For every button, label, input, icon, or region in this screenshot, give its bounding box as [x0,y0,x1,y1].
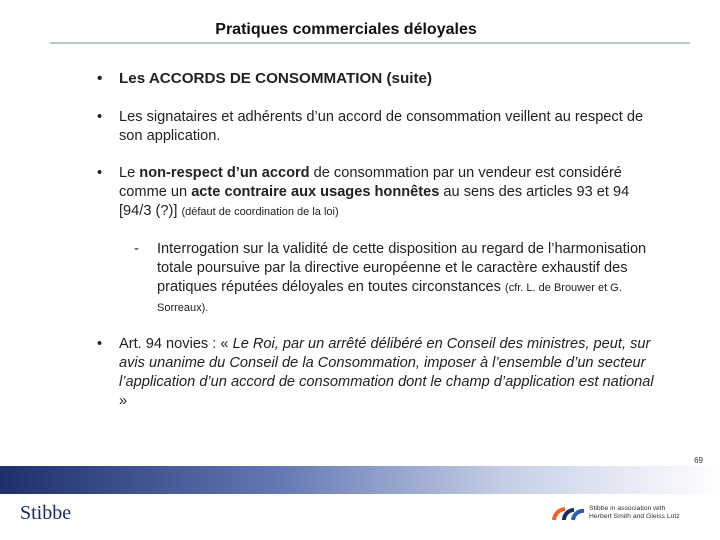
bullet-emphasis: acte contraire aux usages honnêtes [191,184,440,200]
bullet-marker: • [97,109,103,125]
bullet-emphasis: non-respect d’un accord [139,165,310,181]
bullet-non-respect [97,164,657,222]
sub-bullet-marker: - [134,241,139,257]
bullet-quote: Le Roi, par un arrêté délibéré en Conseil des ministres, peut, sur avis unanime du Conseil de la Consommation, imposer à l’ensemble d’un secteur l’application d’un accord de consommation dont le champ d’application est national [119,336,654,390]
bullet-text-part: au sens des articles 93 et 94 [94/3 (?)] [119,184,630,219]
bullet-text: Les signataires et adhérents d’un accord de consommation veillent au respect de son application. [119,109,644,144]
bullet-text-part: Art. 94 novies : « [119,336,233,352]
brand-logo-text: Stibbe [20,502,72,524]
partner-arcs-logo [552,504,586,524]
bullet-signataires [97,108,657,146]
association-line-2: Herbert Smith and Gleiss Lutz [589,513,680,520]
page-number: 69 [694,456,703,465]
title-divider [50,42,690,44]
footer-gradient-bar [0,466,720,494]
bullet-accords [97,69,657,88]
bullet-heading: Les ACCORDS DE CONSOMMATION (suite) [119,70,433,87]
sub-bullet-interrogation [97,240,657,318]
slide-content [97,69,657,429]
bullet-marker: • [97,70,103,87]
association-line-1: Stibbe in association with [589,505,666,512]
sub-bullet-text: Interrogation sur la validité de cette disposition au regard de l’harmonisation totale poursuive par la directive européenne et le caractère exhaustif des pratiques réputées déloyales en toutes circonstances [157,241,647,295]
arc-blue [573,511,584,520]
bullet-text-part: Le [119,165,140,181]
bullet-text-part: » [119,393,128,409]
bullet-text-part: de consommation par un vendeur est considéré comme un [119,165,622,200]
slide-title: Pratiques commerciales déloyales [215,21,477,38]
sub-bullet-note: (cfr. L. de Brouwer et G. Sorreaux). [157,282,622,314]
bullet-marker: • [97,336,103,352]
association-text [589,505,680,521]
bullet-note: (défaut de coordination de la loi) [181,206,339,218]
bullet-art-94-novies [97,335,657,411]
bullet-marker: • [97,165,103,181]
